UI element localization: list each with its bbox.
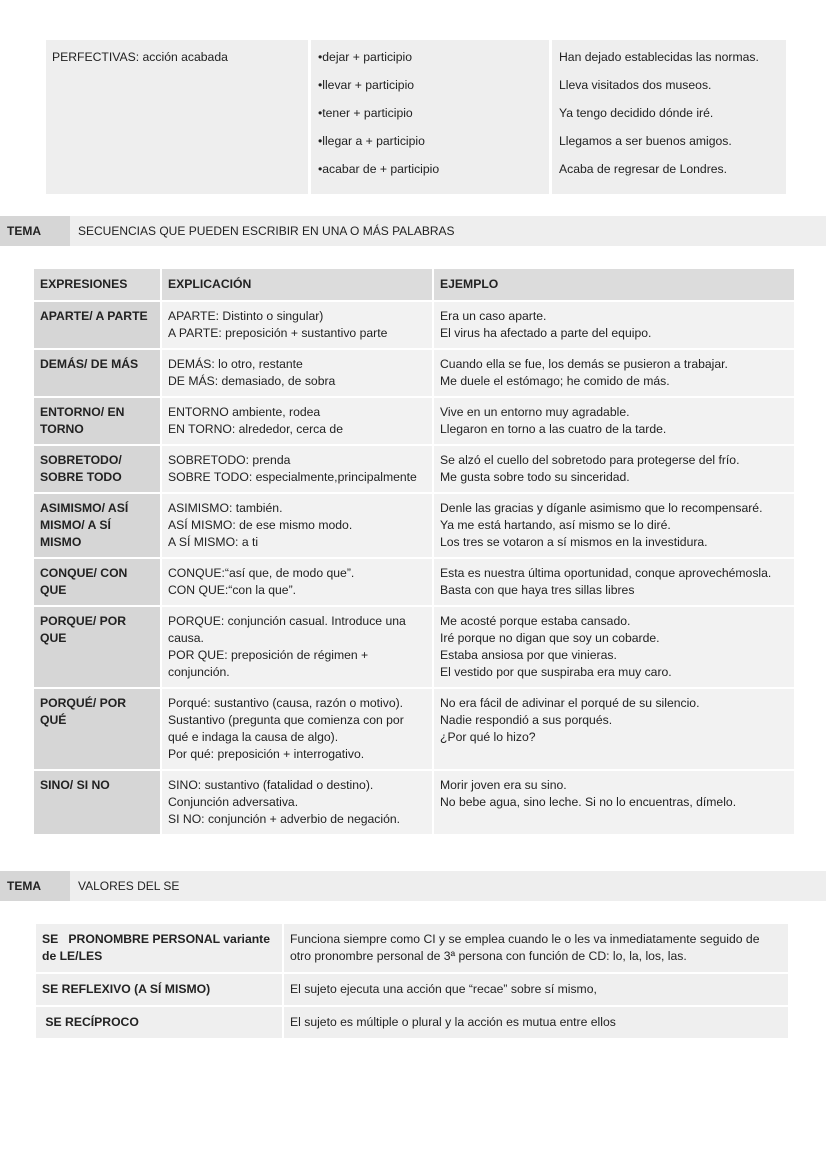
example-line: Esta es nuestra última oportunidad, conque aprovechémosla. [440, 566, 772, 580]
expression-line: DEMÁS/ DE MÁS [40, 357, 139, 371]
explanation-line: A SÍ MISMO: a ti [168, 535, 259, 549]
explanation-line: SOBRETODO: prenda [168, 453, 291, 467]
perfectivas-form: •llevar + participio [318, 78, 415, 92]
explanation-line: DE MÁS: demasiado, de sobra [168, 374, 336, 388]
table-row [34, 689, 794, 769]
table-header-row [34, 269, 794, 300]
example-line: No era fácil de adivinar el porqué de su silencio. [440, 696, 700, 710]
perfectivas-example: Lleva visitados dos museos. [559, 78, 712, 92]
example-cell [434, 446, 794, 492]
expression-line: MISMO/ A SÍ [40, 518, 111, 532]
se-description-line: El sujeto es múltiple o plural y la acción es mutua entre ellos [290, 1015, 616, 1029]
perfectivas-form: •dejar + participio [318, 50, 413, 64]
se-values-table [34, 922, 790, 1040]
example-cell [434, 350, 794, 396]
tema-title: SECUENCIAS QUE PUEDEN ESCRIBIR EN UNA O MÁS PALABRAS [70, 216, 826, 246]
perfectivas-example: Llegamos a ser buenos amigos. [559, 134, 732, 148]
explanation-line: Por qué: preposición + interrogativo. [168, 747, 365, 761]
tema-label: TEMA [0, 216, 70, 246]
tema-bar-secuencias [0, 216, 826, 246]
explanation-line: PORQUE: conjunción casual. Introduce una [168, 614, 406, 628]
explanation-line: ENTORNO ambiente, rodea [168, 405, 321, 419]
explanation-line: SI NO: conjunción + adverbio de negación. [168, 812, 401, 826]
example-line: Me duele el estómago; he comido de más. [440, 374, 670, 388]
example-line: Iré porque no digan que soy un cobarde. [440, 631, 660, 645]
explanation-line: A PARTE: preposición + sustantivo parte [168, 326, 388, 340]
explanation-cell [162, 559, 432, 605]
explanation-cell [162, 302, 432, 348]
expression-line: MISMO [40, 535, 82, 549]
se-description-cell [284, 1007, 788, 1038]
expression-cell [34, 771, 160, 834]
se-type-line: SE RECÍPROCO [42, 1015, 139, 1029]
perfectivas-examples-cell [552, 40, 786, 194]
se-description-cell [284, 974, 788, 1005]
example-line: Denle las gracias y díganle asimismo que lo recompensaré. [440, 501, 763, 515]
se-description-line: Funciona siempre como CI y se emplea cuando le o les va inmediatamente seguido de [290, 932, 760, 946]
explanation-line: EN TORNO: alrededor, cerca de [168, 422, 343, 436]
example-cell [434, 607, 794, 687]
example-line: Me gusta sobre todo su sinceridad. [440, 470, 630, 484]
example-cell [434, 771, 794, 834]
expression-cell [34, 398, 160, 444]
expression-cell [34, 689, 160, 769]
se-description-line: otro pronombre personal de 3ª persona con función de CD: lo, la, los, las. [290, 949, 687, 963]
perfectivas-example: Han dejado establecidas las normas. [559, 50, 759, 64]
explanation-line: Sustantivo (pregunta que comienza con por [168, 713, 404, 727]
se-description-cell [284, 924, 788, 972]
example-line: Basta con que haya tres sillas libres [440, 583, 635, 597]
explanation-cell [162, 398, 432, 444]
expression-cell [34, 302, 160, 348]
expression-line: SINO/ SI NO [40, 778, 110, 792]
example-line: Cuando ella se fue, los demás se pusieron a trabajar. [440, 357, 728, 371]
explanation-line: ASIMISMO: también. [168, 501, 283, 515]
explanation-line: CON QUE:“con la que”. [168, 583, 297, 597]
table-row [34, 607, 794, 687]
header-expresiones: EXPRESIONES [34, 269, 160, 300]
example-cell [434, 398, 794, 444]
perfectivas-category: PERFECTIVAS: acción acabada [52, 50, 228, 64]
se-row [36, 924, 788, 972]
expression-cell [34, 559, 160, 605]
tema-label: TEMA [0, 871, 70, 901]
example-line: Morir joven era su sino. [440, 778, 567, 792]
explanation-line: SINO: sustantivo (fatalidad o destino). [168, 778, 374, 792]
example-line: Se alzó el cuello del sobretodo para protegerse del frío. [440, 453, 740, 467]
explanation-line: causa. [168, 631, 204, 645]
expression-line: CONQUE/ CON QUE [40, 566, 128, 597]
example-cell [434, 689, 794, 769]
expression-line: SOBRETODO/ [40, 453, 122, 467]
perfectivas-form: •llegar a + participio [318, 134, 425, 148]
expression-line: ASIMISMO/ ASÍ [40, 501, 129, 515]
expression-cell [34, 350, 160, 396]
se-type-cell [36, 924, 282, 972]
explanation-line: Conjunción adversativa. [168, 795, 299, 809]
explanation-cell [162, 607, 432, 687]
example-line: Me acosté porque estaba cansado. [440, 614, 631, 628]
explanation-cell [162, 494, 432, 557]
se-description-line: El sujeto ejecuta una acción que “recae” sobre sí mismo, [290, 982, 597, 996]
se-type-line: SE PRONOMBRE PERSONAL variante [42, 932, 271, 946]
expression-line: ENTORNO/ EN [40, 405, 125, 419]
expression-line: APARTE/ A PARTE [40, 309, 148, 323]
explanation-line: POR QUE: preposición de régimen + [168, 648, 369, 662]
explanation-line: ASÍ MISMO: de ese mismo modo. [168, 518, 353, 532]
se-type-cell [36, 1007, 282, 1038]
example-line: ¿Por qué lo hizo? [440, 730, 536, 744]
expression-cell [34, 494, 160, 557]
tema-bar-valores-se [0, 871, 826, 901]
expression-cell [34, 607, 160, 687]
explanation-line: APARTE: Distinto o singular) [168, 309, 324, 323]
se-type-cell [36, 974, 282, 1005]
example-line: Los tres se votaron a sí mismos en la investidura. [440, 535, 708, 549]
example-line: Estaba ansiosa por que vinieras. [440, 648, 617, 662]
explanation-line: CONQUE:“así que, de modo que”. [168, 566, 355, 580]
se-type-line: SE REFLEXIVO (A SÍ MISMO) [42, 982, 211, 996]
explanation-cell [162, 689, 432, 769]
perfectivas-example: Ya tengo decidido dónde iré. [559, 106, 714, 120]
example-cell [434, 559, 794, 605]
table-row [34, 446, 794, 492]
table-row [34, 494, 794, 557]
table-row [34, 398, 794, 444]
perfectivas-category-cell [46, 40, 308, 194]
table-row [34, 559, 794, 605]
perfectivas-example: Acaba de regresar de Londres. [559, 162, 728, 176]
table-row [34, 302, 794, 348]
expressions-table [32, 267, 796, 836]
se-row [36, 974, 788, 1005]
example-line: No bebe agua, sino leche. Si no lo encuentras, dímelo. [440, 795, 737, 809]
se-type-line: de LE/LES [42, 949, 103, 963]
se-row [36, 1007, 788, 1038]
tema-title: VALORES DEL SE [70, 871, 826, 901]
example-line: Nadie respondió a sus porqués. [440, 713, 613, 727]
explanation-line: Porqué: sustantivo (causa, razón o motivo). [168, 696, 404, 710]
example-line: Era un caso aparte. [440, 309, 547, 323]
perfectivas-block [46, 40, 786, 194]
expression-line: PORQUE/ POR QUE [40, 614, 127, 645]
expression-line: TORNO [40, 422, 84, 436]
expression-line: PORQUÉ/ POR QUÉ [40, 696, 127, 727]
expression-cell [34, 446, 160, 492]
example-cell [434, 494, 794, 557]
example-line: Llegaron en torno a las cuatro de la tarde. [440, 422, 667, 436]
perfectivas-form: •tener + participio [318, 106, 413, 120]
example-line: El vestido por que suspiraba era muy caro. [440, 665, 672, 679]
example-cell [434, 302, 794, 348]
example-line: Ya me está hartando, así mismo se lo diré. [440, 518, 671, 532]
header-explicacion: EXPLICACIÓN [162, 269, 432, 300]
explanation-cell [162, 350, 432, 396]
explanation-cell [162, 771, 432, 834]
table-row [34, 771, 794, 834]
explanation-cell [162, 446, 432, 492]
header-ejemplo: EJEMPLO [434, 269, 794, 300]
explanation-line: qué e indaga la causa de algo). [168, 730, 339, 744]
example-line: Vive en un entorno muy agradable. [440, 405, 630, 419]
explanation-line: conjunción. [168, 665, 230, 679]
explanation-line: SOBRE TODO: especialmente,principalmente [168, 470, 417, 484]
explanation-line: DEMÁS: lo otro, restante [168, 357, 303, 371]
perfectivas-forms-cell [311, 40, 549, 194]
expression-line: SOBRE TODO [40, 470, 122, 484]
table-row [34, 350, 794, 396]
perfectivas-form: •acabar de + participio [318, 162, 440, 176]
example-line: El virus ha afectado a parte del equipo. [440, 326, 652, 340]
